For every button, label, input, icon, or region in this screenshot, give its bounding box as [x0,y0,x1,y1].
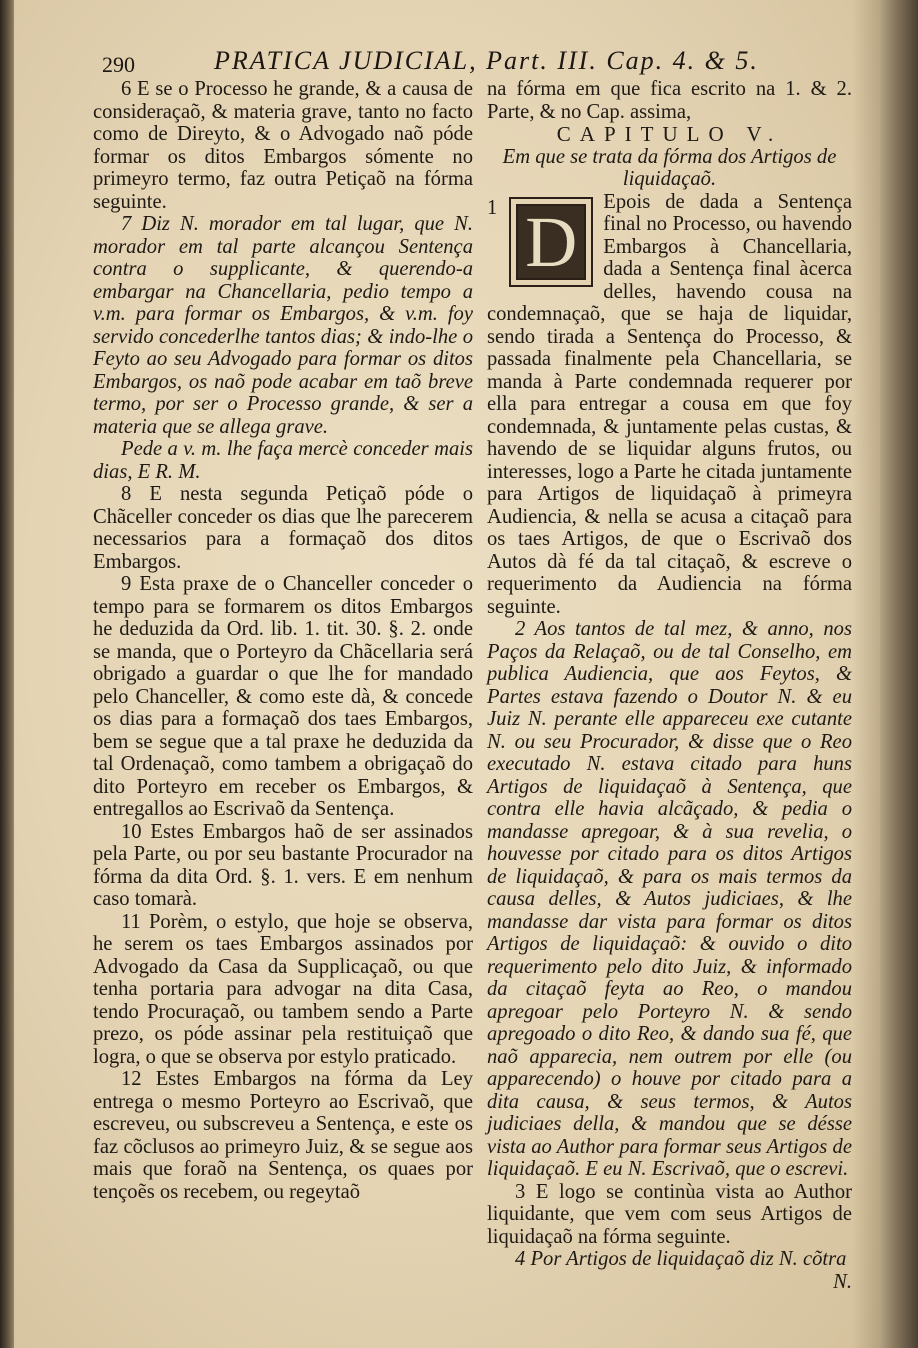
right-column [487,78,852,1293]
paragraph-1-block [487,191,852,619]
running-head: PRATICA JUDICIAL, Part. III. Cap. 4. & 5. [214,46,759,75]
paragraph-7: 7 Diz N. morador em tal lugar, que N. morador em tal parte alcançou Sentença contra o supplicante, & querendo-a embargar na Chancellaria, pedio tempo a v.m. para formar os Embargos, & v.m. foy servido concederlhe tantos dias; & indo-lhe o Feyto ao seu Advogado para formar os ditos Embargos, os naõ pode acabar em taõ breve termo, por ser o Processo grande, & ser a materia que se allega grave. [93,213,473,438]
catchword: N. [833,1270,852,1293]
paragraph-6: 6 E se o Processo he grande, & a causa de consideraçaõ, & materia grave, tanto no facto como de Direyto, & o Advogado naõ póde formar os ditos Embargos sómente no primeyro termo, faz outra Petiçaõ na fórma seguinte. [93,78,473,213]
paragraph-4: 4 Por Artigos de liquidaçaõ diz N. cõtra [515,1248,847,1270]
paragraph-1-number: 1 [487,196,498,219]
page-number: 290 [102,52,135,77]
paragraph-10: 10 Estes Embargos haõ de ser assinados pela Parte, ou por seu bastante Procurador na fórma da dita Ord. §. 1. vers. E em nenhum caso tomarà. [93,820,473,910]
decorated-initial: D [509,197,593,287]
paragraph-11: 11 Porèm, o estylo, que hoje se observa, he serem os taes Embargos assinados por Advogado da Casa da Supplicaçaõ, ou que tenha portaria para advogar na dita Casa, tendo Procuraçaõ, ou tambem sendo a Parte prezo, os póde assinar pela restituiçaõ que logra, o que se observa por estylo praticado. [93,910,473,1068]
paragraph-7-request: Pede a v. m. lhe faça mercè conceder mais dias, E R. M. [93,438,473,483]
paragraph-3: 3 E logo se continùa vista ao Author liquidante, que vem com seus Artigos de liquidaçaõ na fórma seguinte. [487,1180,852,1248]
continuation-line: na fórma em que fica escrito na 1. & 2. Parte, & no Cap. assima, [487,78,852,123]
left-column [93,78,473,1203]
paragraph-2: 2 Aos tantos de tal mez, & anno, nos Paços da Relaçaõ, ou de tal Conselho, em publica Audiencia, que aos Feytos, & Partes estava fazendo o Doutor N. & eu Juiz N. perante elle appareceu exe cutante N. ou seu Procurador, & disse que o Reo executado N. estava citado para huns Artigos de liquidaçaõ à Sentença, que contra elle havia alcãçado, & pedia o mandasse apregoar, & à sua revelia, o houvesse por citado para os ditos Artigos de liquidaçaõ, & para os mais termos da causa delles, & Autos judiciaes, & lhe mandasse dar vista para formar os ditos Artigos de liquidaçaõ: & ouvido o dito requerimento pelo dito Juiz, & informado da citaçaõ feyta ao Reo, o mandou apregoar pelo Porteyro N. & sendo apregoado o dito Reo, & dando sua fé, que naõ apparecia, nem outrem por elle (ou apparecendo) o houve por citado para a dita causa, & seus termos, & Autos judiciaes della, & mandou que se désse vista ao Author para formar seus Artigos de liquidaçaõ. E eu N. Escrivaõ, que o escrevi. [487,618,852,1180]
paragraph-1: Epois de dada a Sentença final no Processo, ou havendo Embargos à Chancellaria, dada a Sentença final àcerca delles, havendo cousa na condemnaçaõ, que se haja de liquidar, sendo tirada a Sentença do Processo, & passada finalmente pela Chancellaria, se manda à Parte condemnada requerer por ella para entregar a cousa em que foy condemnada, & juntamente pelas custas, & havendo de se liquidar alguns frutos, ou interesses, logo a Parte he citada juntamente para Artigos de liquidaçaõ à primeyra Audiencia, & nella se acusa a citaçaõ para os taes Artigos, de que o Escrivaõ dos Autos dà fé da tal citaçaõ, & escreve o requerimento da Audiencia na fórma seguinte. [487,190,852,618]
chapter-title: CAPITULO V. [556,122,783,146]
paragraph-9: 9 Esta praxe de o Chanceller conceder o tempo para se formarem os ditos Embargos he deduzida da Ord. lib. 1. tit. 30. §. 2. onde se manda, que o Porteyro da Chãcellaria será obrigado a guardar o que lhe for mandado pelo Chanceller, & como este dà, & concede os dias para a formaçaõ dos taes Embargos, bem se segue que a tal praxe he deduzida da tal Ordenaçaõ, como tambem a obrigaçaõ do dito Porteyro em receber os Embargos, & entregallos ao Escrivaõ da Sentença. [93,573,473,820]
paragraph-8: 8 E nesta segunda Petiçaõ póde o Chãceller conceder os dias que lhe parecerem necessarios para a formaçaõ dos ditos Embargos. [93,483,473,573]
page-edge-shadow [878,0,918,1348]
chapter-subtitle: Em que se trata da fórma dos Artigos de liquidaçaõ. [502,145,837,190]
paragraph-12: 12 Estes Embargos na fórma da Ley entrega o mesmo Porteyro ao Escrivaõ, que escreveu, ou subscreveu a Sentença, e este os faz cõclusos ao primeyro Juiz, & se segue aos mais que foraõ na Sentença, os quaes por tençoẽs os recebem, ou regeytaõ [93,1068,473,1203]
